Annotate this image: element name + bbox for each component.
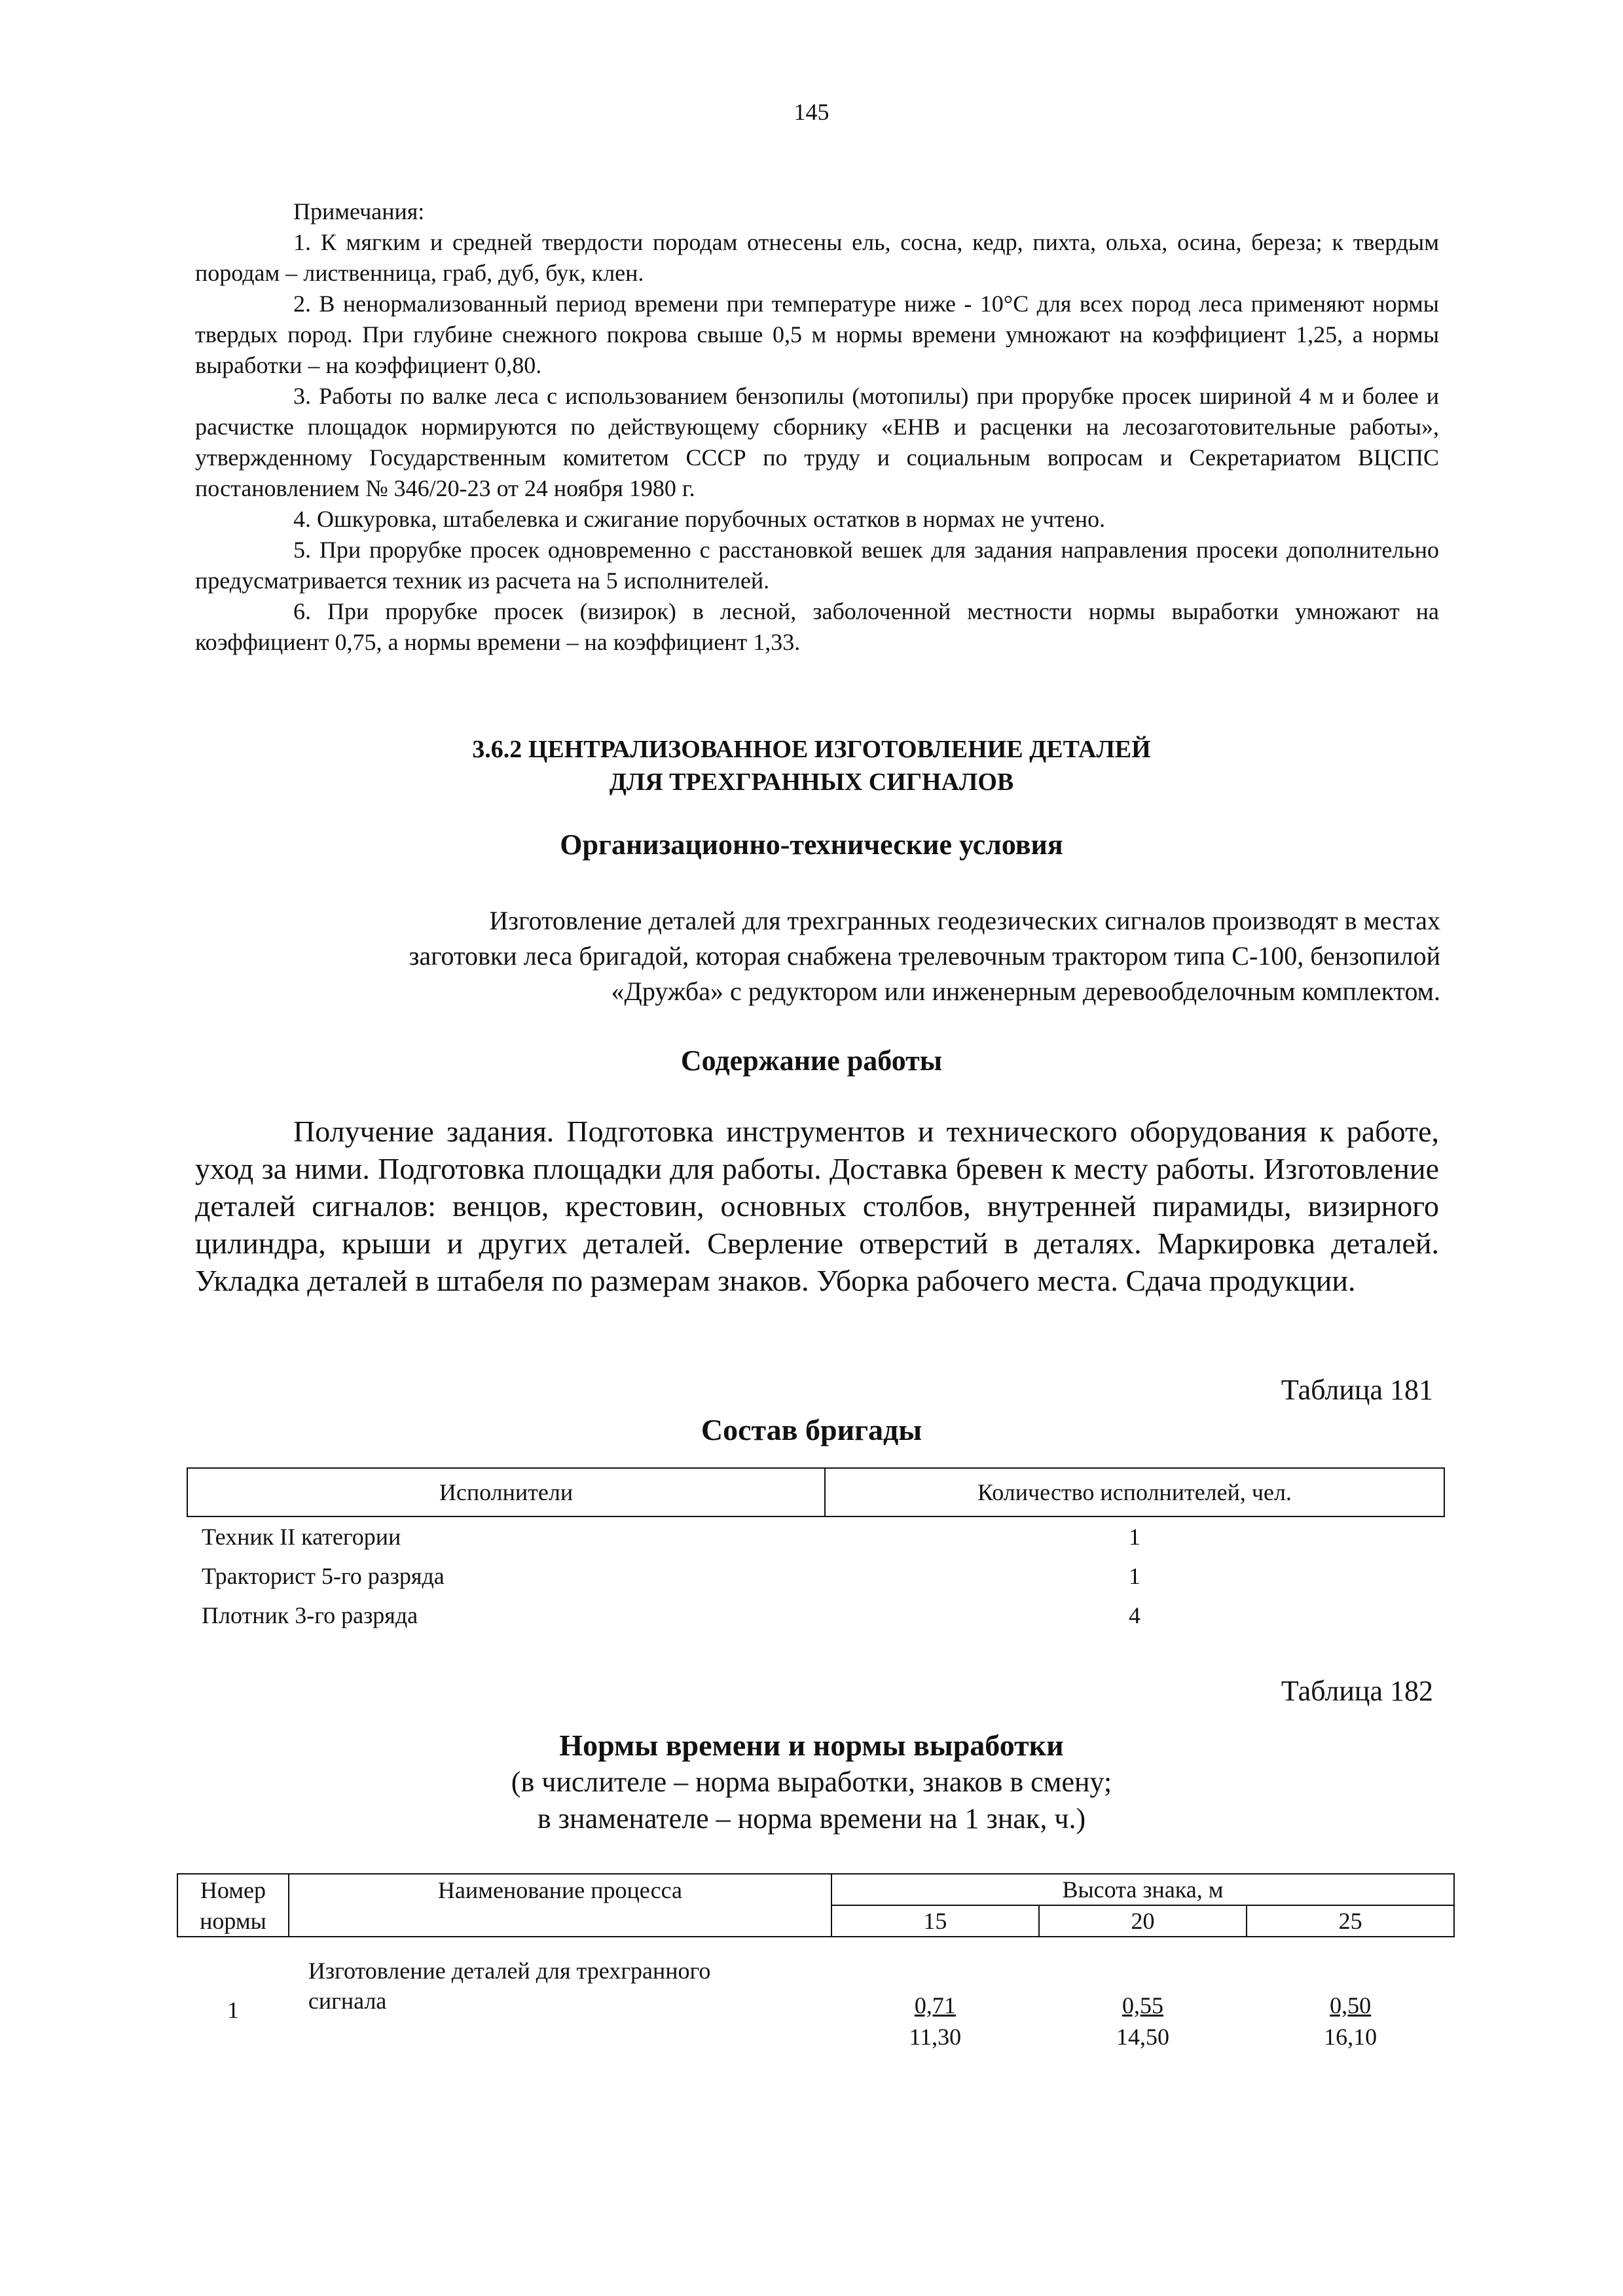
org-conditions-heading: Организационно-технические условия [560,829,1063,861]
notes-heading: Примечания: [293,198,425,224]
header-process-empty [289,1905,831,1937]
note-item: 1. К мягким и средней твердости породам отнесены ель, сосна, кедр, пихта, ольха, осина, береза; к твердым породам – лиственница, граб, дуб, бук, клен. [195,229,1439,286]
table181-caption: Таблица 181 [1281,1374,1433,1406]
time-norm: 11,30 [909,2024,962,2050]
crew-role: Плотник 3-го разряда [202,1602,418,1628]
header-norm-number-1: Номер [177,1874,289,1905]
org-conditions-text [242,903,1440,1009]
norm-value-15 [831,1937,1039,2053]
table182-subtitle-line1: (в числителе – норма выработки, знаков в смену; [511,1766,1112,1798]
header-process-name: Наименование процесса [289,1874,831,1905]
table182-subtitle-line2: в знаменателе – норма времени на 1 знак, ч.) [537,1803,1086,1835]
header-height-20: 20 [1039,1905,1247,1937]
time-norm: 14,50 [1116,2024,1169,2050]
crew-header-count: Количество исполнителей, чел. [825,1468,1444,1516]
table182-caption: Таблица 182 [1281,1675,1433,1707]
norm-number: 1 [227,1997,239,2023]
process-name-line1: Изготовление деталей для трехгранного [308,1958,711,1984]
crew-header-performers: Исполнители [187,1468,825,1516]
process-name [289,1937,831,2053]
output-norm: 0,50 [1330,1992,1372,2018]
note-item: 6. При прорубке просек (визирок) в лесной, заболоченной местности нормы выработки умножают на коэффициент 0,75, а нормы времени – на коэффициент 1,33. [195,598,1439,655]
table181-title: Состав бригады [701,1413,922,1446]
crew-role: Тракторист 5-го разряда [202,1563,445,1589]
crew-role: Техник II категории [202,1524,401,1550]
header-norm-number-2: нормы [177,1905,289,1937]
header-sign-height: Высота знака, м [831,1874,1454,1905]
crew-count: 1 [1128,1524,1140,1550]
crew-count: 1 [1128,1563,1140,1589]
table-row [187,1556,1444,1596]
table-row [177,1937,1454,2053]
section-title-line1: 3.6.2 ЦЕНТРАЛИЗОВАННОЕ ИЗГОТОВЛЕНИЕ ДЕТАЛЕЙ [472,736,1151,763]
note-item: 2. В ненормализованный период времени при температуре ниже - 10°С для всех пород леса применяют нормы твердых пород. При глубине снежного покрова свыше 0,5 м нормы времени умножают на коэффициент 1,25, а нормы выработки – на коэффициент 0,80. [195,291,1439,378]
section-title-line2: ДЛЯ ТРЕХГРАННЫХ СИГНАЛОВ [609,768,1014,796]
crew-count: 4 [1128,1602,1140,1628]
org-line: Изготовление деталей для трехгранных геодезических сигналов производят в местах [489,906,1440,935]
crew-table [187,1467,1445,1635]
work-content-text: Получение задания. Подготовка инструментов и технического оборудования к работе, уход за ними. Подготовка площадки для работы. Доставка бревен к месту работы. Изготовление деталей сигналов: венцов, крестовин, основных столбов, внутренней пирамиды, визирного цилиндра, крыши и других деталей. Сверление отверстий в деталях. Маркировка деталей. Укладка деталей в штабеля по размерам знаков. Уборка рабочего места. Сдача продукции. [195,1115,1439,1297]
output-norm: 0,55 [1122,1992,1163,2018]
norms-table [177,1873,1455,2053]
note-item: 3. Работы по валке леса с использованием бензопилы (мотопилы) при прорубке просек шириной 4 м и более и расчистке площадок нормируются по действующему сборнику «ЕНВ и расценки на лесозаготовительные работы», утвержденному Государственным комитетом СССР по труду и социальным вопросам и Секретариатом ВЦСПС постановлением № 346/20-23 от 24 ноября 1980 г. [195,383,1439,501]
org-line: «Дружба» с редуктором или инженерным деревообделочным комплектом. [611,977,1440,1006]
org-line: заготовки леса бригадой, которая снабжена трелевочным трактором типа С-100, бензопилой [409,941,1440,971]
norm-value-25 [1247,1937,1454,2053]
table-row [187,1516,1444,1556]
time-norm: 16,10 [1324,2024,1377,2050]
section-title [0,733,1623,798]
page-number: 145 [793,99,830,125]
work-content-heading: Содержание работы [680,1045,943,1077]
header-height-25: 25 [1247,1905,1454,1937]
note-item: 5. При прорубке просек одновременно с расстановкой вешек для задания направления просеки дополнительно предусматривается техник из расчета на 5 исполнителей. [195,537,1439,594]
process-name-line2: сигнала [308,1988,387,2014]
table182-title: Нормы времени и нормы выработки [559,1729,1064,1762]
table182-subtitle [0,1764,1623,1837]
table-row [187,1596,1444,1635]
header-height-15: 15 [831,1905,1039,1937]
note-item: 4. Ошкуровка, штабелевка и сжигание порубочных остатков в нормах не учтено. [293,506,1106,532]
norm-value-20 [1039,1937,1247,2053]
output-norm: 0,71 [914,1992,956,2018]
notes-block [195,196,1439,658]
